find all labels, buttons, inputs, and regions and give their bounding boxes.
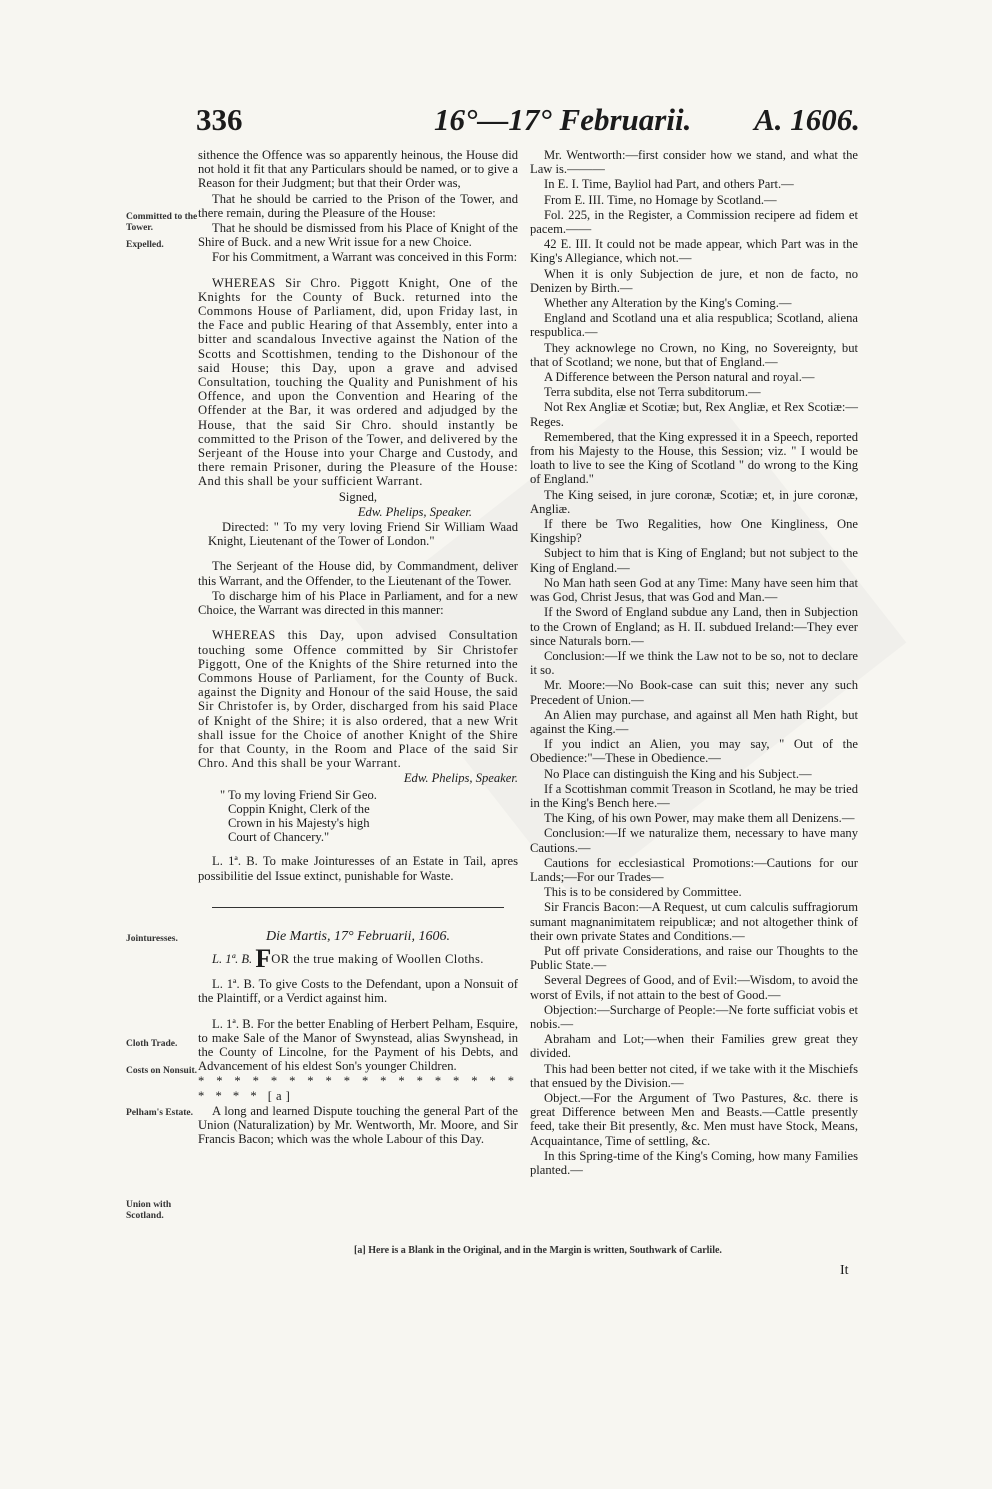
paragraph: If there be Two Regalities, how One Kingliness, One Kingship? xyxy=(530,517,858,546)
paragraph: Remembered, that the King expressed it in a Speech, reported from his Majesty to the House, this Session; viz. " I would be loath to live to see the King of Scotland " do wrong to the King of England." xyxy=(530,429,858,487)
paragraph: That he should be carried to the Prison of the Tower, and there remain, during the Pleasure of the House: xyxy=(198,191,518,220)
address-line: " To my loving Friend Sir Geo. xyxy=(220,787,377,802)
paragraph: Mr. Wentworth:—first consider how we stand, and what the Law is.——— xyxy=(530,148,858,177)
paragraph: Conclusion:—If we think the Law not to be so, not to declare it so. xyxy=(530,648,858,678)
paragraph: Object.—For the Argument of Two Pastures, &c. there is great Difference between Men and Beasts.—Cattle presently feed, take their Bit presently, &c. Men must have Stock, Means, Acquaintance, Time of settling, &c. xyxy=(530,1091,858,1148)
paragraph: The King, of his own Power, may make them all Denizens.— xyxy=(544,811,855,826)
margin-note-committed: Committed to the Tower. xyxy=(126,212,198,233)
catchword: It xyxy=(840,1263,849,1278)
bill-entry: L. 1ª. B. To make Jointuresses of an Estate in Tail, apres possibilitie del Issue extinct, punishable for Waste. xyxy=(198,854,518,883)
left-column xyxy=(198,148,518,1147)
right-column xyxy=(530,148,858,1178)
paragraph: Abraham and Lot;—when their Families grew great they divided. xyxy=(530,1032,858,1061)
paragraph: A Difference between the Person natural and royal.— xyxy=(544,370,815,385)
signature: Edw. Phelips, Speaker. xyxy=(403,771,518,786)
margin-note-union: Union with Scotland. xyxy=(126,1200,172,1221)
paragraph: If a Scottishman commit Treason in Scotland, he may be tried in the King's Bench here.— xyxy=(530,781,858,810)
header-date: 16°—17° Februarii. xyxy=(434,102,692,137)
paragraph: From E. III. Time, no Homage by Scotland.— xyxy=(544,192,777,207)
bill-entry xyxy=(198,943,518,973)
paragraph: Whether any Alteration by the King's Coming.— xyxy=(544,296,792,311)
paragraph: If you indict an Alien, you may say, " Out of the Obedience:"—These in Obedience.— xyxy=(530,737,858,766)
paragraph: This had been better not cited, if we take with it the Mischiefs that ensued by the Division.— xyxy=(530,1061,858,1090)
page-header xyxy=(196,102,860,146)
paragraph: Conclusion:—If we naturalize them, necessary to have many Cautions.— xyxy=(530,826,858,855)
address-block xyxy=(198,788,518,845)
margin-note-jointuresses: Jointuresses. xyxy=(126,934,178,944)
day-heading: Die Martis, 17° Februarii, 1606. xyxy=(265,928,451,944)
paragraph: sithence the Offence was so apparently heinous, the House did not hold it fit that any Particulars should be named, or to give a Reason for their Judgment; but that their Order was, xyxy=(198,148,518,191)
paragraph: That he should be dismissed from his Place of Knight of the Shire of Buck. and a new Writ issue for a new Choice. xyxy=(198,221,518,250)
paragraph: In E. I. Time, Bayliol had Part, and others Part.— xyxy=(544,177,794,192)
page-number: 336 xyxy=(196,102,243,137)
paragraph: The Serjeant of the House did, by Commandment, deliver this Warrant, and the Offender, to the Lieutenant of the Tower. xyxy=(198,559,518,588)
margin-note-cloth-trade: Cloth Trade. xyxy=(126,1039,178,1049)
paragraph: To discharge him of his Place in Parliament, and for a new Choice, the Warrant was directed in this manner: xyxy=(198,588,518,618)
paragraph: No Place can distinguish the King and his Subject.— xyxy=(544,766,812,781)
drop-cap: F xyxy=(255,943,272,973)
paragraph: In this Spring-time of the King's Coming, how many Families planted.— xyxy=(530,1148,858,1178)
margin-note-pelham: Pelham's Estate. xyxy=(126,1108,194,1118)
bill-text: OR the true making of Woollen Cloths. xyxy=(271,951,484,966)
paragraph: A long and learned Dispute touching the general Part of the Union (Naturalization) by Mr. Wentworth, Mr. Moore, and Sir Francis Bacon; which was the whole Labour of this Day. xyxy=(198,1103,518,1147)
paragraph: Put off private Considerations, and raise our Thoughts to the Public State.— xyxy=(530,943,858,973)
address-line: Coppin Knight, Clerk of the xyxy=(228,801,370,816)
paragraph: Fol. 225, in the Register, a Commission recipere ad fidem et pacem.—— xyxy=(530,207,858,237)
bill-entry: L. 1ª. B. For the better Enabling of Herbert Pelham, Esquire, to make Sale of the Manor of Swynstead, alias Swynshead, in the County of Lincolne, for the Payment of his Debts, and Advancement of his eldest Son's younger Children. xyxy=(198,1016,518,1074)
warrant-text: WHEREAS this Day, upon advised Consultation touching some Offence committed by Sir Christofer Piggott, One of the Knights of the Shire returned into the Commons House of Parliament, for the County of Buck. against the Dignity and Honour of the said House, the said Sir Christofer is, by Order, discharged from his said Place of Knight of the Shire; it is also ordered, that a new Writ shall issue for the Choice of another Knight of the Shire for that County, in the Room and Place of the said Sir Chro. And this shall be your Warrant. xyxy=(198,628,518,771)
warrant-text: WHEREAS Sir Chro. Piggott Knight, One of the Knights for the County of Buck. returned into the Commons House of Parliament, did, upon Friday last, in the Face and public Hearing of that Assembly, enter into a bitter and scandalous Invective against the Nation of the Scotts and Scottishmen, tending to the Dishonour of the said House; this Day, upon a grave and advised Consultation, touching the Quality and Punishment of his Offence, and upon the Convention and Hearing of the Offender at the Bar, it was ordered and adjudged by the House, that the said Sir Chro. should instantly be committed to the Prison of the Tower, and delivered by the Serjeant of the House into your Charge and Custody, and there remain Prisoner, during the Pleasure of the House: And this shall be your sufficient Warrant. xyxy=(198,275,518,489)
signed-label: Signed, xyxy=(338,489,378,504)
paragraph: This is to be considered by Committee. xyxy=(544,885,742,900)
paragraph: Sir Francis Bacon:—A Request, ut cum calculis suffragiorum sumant magnanimitatem reipublicæ; and not altogether think of their own private States and Conditions.— xyxy=(530,900,858,943)
bill-entry: L. 1ª. B. To give Costs to the Defendant, upon a Nonsuit of the Plaintiff, or a Verdict against him. xyxy=(198,977,518,1006)
paragraph: Mr. Moore:—No Book-case can suit this; never any such Precedent of Union.— xyxy=(530,678,858,707)
paragraph: Terra subdita, else not Terra subditorum.— xyxy=(544,385,761,400)
paragraph: For his Commitment, a Warrant was conceived in this Form: xyxy=(212,250,518,265)
address-line: Crown in his Majesty's high xyxy=(228,815,370,830)
margin-note-expelled: Expelled. xyxy=(126,240,164,250)
paragraph: When it is only Subjection de jure, et non de facto, no Denizen by Birth.— xyxy=(530,266,858,295)
paragraph: They acknowlege no Crown, no King, no Sovereignty, but that of Scotland; we none, but that of England.— xyxy=(530,340,858,369)
asterisk-line: * * * * * * * * * * * * * * * * * * * * * * [a] xyxy=(198,1074,518,1103)
footnote: [a] Here is a Blank in the Original, and in the Margin is written, Southwark of Carlile. xyxy=(354,1245,722,1256)
bill-prefix: L. 1ª. B. xyxy=(212,951,253,966)
paragraph: Subject to him that is King of England; but not subject to the King of England.— xyxy=(530,546,858,575)
paragraph: England and Scotland una et alia respublica; Scotland, aliena respublica.— xyxy=(530,311,858,340)
paragraph: Several Degrees of Good, and of Evil:—Wisdom, to avoid the worst of Evils, if not attain to the best of Good.— xyxy=(530,973,858,1002)
paragraph: Objection:—Surcharge of People:—Ne forte sufficiat vobis et nobis.— xyxy=(530,1002,858,1031)
paragraph: The King seised, in jure coronæ, Scotiæ; et, in jure coronæ, Angliæ. xyxy=(530,487,858,516)
signature: Edw. Phelips, Speaker. xyxy=(357,504,472,519)
paragraph: An Alien may purchase, and against all Men hath Right, but against the King.— xyxy=(530,707,858,736)
paragraph: No Man hath seen God at any Time: Many have seen him that was God, Christ Jesus, that was God and Man.— xyxy=(530,575,858,605)
header-year: A. 1606. xyxy=(754,102,860,137)
address-line: Court of Chancery." xyxy=(228,830,330,845)
section-divider xyxy=(212,907,504,908)
paragraph: Not Rex Angliæ et Scotiæ; but, Rex Angliæ, et Rex Scotiæ:—Reges. xyxy=(530,400,858,429)
paragraph: If the Sword of England subdue any Land, then in Subjection to the Crown of England; as H. II. subdued Ireland:—They ever since Naturals born.— xyxy=(530,605,858,648)
paragraph: Cautions for ecclesiastical Promotions:—Cautions for our Lands;—For our Trades— xyxy=(530,855,858,884)
margin-note-costs: Costs on Nonsuit. xyxy=(126,1066,198,1076)
paragraph: 42 E. III. It could not be made appear, which Part was in the King's Allegiance, which not.— xyxy=(530,237,858,266)
directed-line: Directed: " To my very loving Friend Sir William Waad Knight, Lieutenant of the Tower of London." xyxy=(208,520,518,549)
